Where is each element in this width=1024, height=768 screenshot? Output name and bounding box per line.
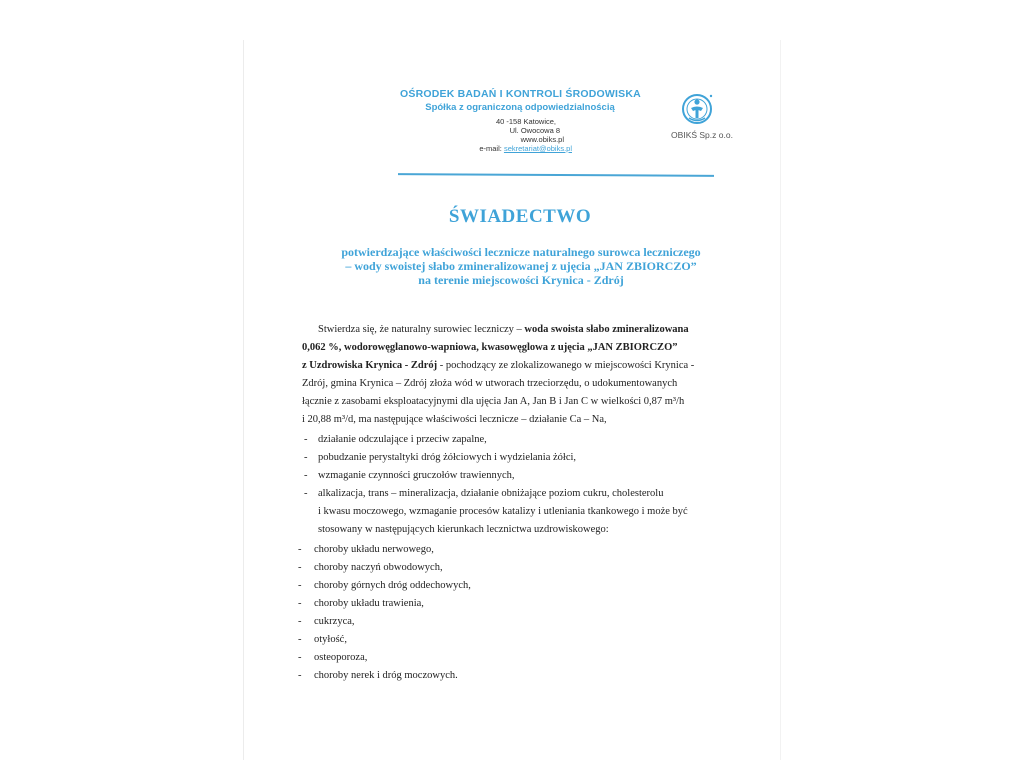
paragraph-line-6: i 20,88 m³/d, ma następujące właściwości lecznicze – działanie Ca – Na, bbox=[302, 414, 607, 425]
paragraph-line-2: 0,062 %, wodorowęglanowo-wapniowa, kwasowęglowa z ujęcia „JAN ZBIORCZO” bbox=[302, 342, 678, 353]
org-subtitle: Spółka z ograniczoną odpowiedzialnością bbox=[425, 102, 615, 113]
list-item: wzmaganie czynności gruczołów trawiennych, bbox=[318, 470, 515, 481]
list-item: pobudzanie perystaltyki dróg żółciowych i wydzielania żółci, bbox=[318, 452, 577, 463]
list-dash: - bbox=[298, 580, 302, 591]
paragraph-line-1 bbox=[318, 324, 689, 335]
email-line bbox=[372, 144, 572, 153]
paragraph-line-3 bbox=[302, 360, 694, 371]
list-dash: - bbox=[298, 616, 302, 627]
list-item: osteoporoza, bbox=[314, 652, 368, 663]
email-label: e-mail: bbox=[479, 144, 502, 153]
list-item-continuation: i kwasu moczowego, wzmaganie procesów katalizy i utleniania tkankowego i może być bbox=[318, 506, 688, 517]
list-item: choroby nerek i dróg moczowych. bbox=[314, 670, 458, 681]
paragraph-text: - pochodzący ze zlokalizowanego w miejscowości Krynica - bbox=[437, 360, 695, 371]
subtitle-line-3: na terenie miejscowości Krynica - Zdrój bbox=[418, 273, 624, 287]
list-item: choroby naczyń obwodowych, bbox=[314, 562, 443, 573]
subtitle-line-2: – wody swoistej słabo zmineralizowanej z ujęcia „JAN ZBIORCZO” bbox=[345, 259, 697, 273]
list-dash: - bbox=[304, 452, 308, 463]
list-dash: - bbox=[298, 652, 302, 663]
logo-caption: OBIKŚ Sp.z o.o. bbox=[671, 130, 733, 140]
scan-edge bbox=[243, 40, 244, 760]
paragraph-text: Stwierdza się, że naturalny surowiec leczniczy – bbox=[318, 324, 525, 335]
list-dash: - bbox=[298, 670, 302, 681]
document-title: ŚWIADECTWO bbox=[448, 206, 592, 227]
paragraph-line-4: Zdrój, gmina Krynica – Zdrój złoża wód w utworach trzeciorzędu, o udokumentowanych bbox=[302, 378, 678, 389]
list-item: działanie odczulające i przeciw zapalne, bbox=[318, 434, 487, 445]
address-line-2: Ul. Owocowa 8 bbox=[509, 126, 560, 135]
org-name: OŚRODEK BADAŃ I KONTROLI ŚRODOWISKA bbox=[400, 88, 641, 100]
list-dash: - bbox=[298, 634, 302, 645]
paragraph-line-5: łącznie z zasobami eksploatacyjnymi dla ujęcia Jan A, Jan B i Jan C w wielkości 0,87 m³/h bbox=[302, 396, 685, 407]
obiks-logo-icon bbox=[680, 92, 714, 128]
list-item: choroby układu trawienia, bbox=[314, 598, 424, 609]
list-dash: - bbox=[298, 598, 302, 609]
address-line-1: 40 -158 Katowice, bbox=[495, 117, 556, 126]
email-link[interactable]: sekretariat@obiks.pl bbox=[503, 144, 572, 153]
list-item: alkalizacja, trans – mineralizacja, działanie obniżające poziom cukru, cholesterolu bbox=[318, 488, 664, 499]
list-item: choroby układu nerwowego, bbox=[314, 544, 434, 555]
list-dash: - bbox=[304, 470, 308, 481]
list-item: choroby górnych dróg oddechowych, bbox=[314, 580, 471, 591]
list-dash: - bbox=[304, 434, 308, 445]
subtitle-line-1: potwierdzające właściwości lecznicze naturalnego surowca leczniczego bbox=[341, 245, 701, 259]
list-dash: - bbox=[298, 562, 302, 573]
list-item: cukrzyca, bbox=[314, 616, 355, 627]
list-dash: - bbox=[304, 488, 308, 499]
website: www.obiks.pl bbox=[520, 135, 564, 144]
list-item: otyłość, bbox=[314, 634, 347, 645]
paragraph-bold-text: z Uzdrowiska Krynica - Zdrój bbox=[302, 360, 438, 371]
list-dash: - bbox=[298, 544, 302, 555]
header-divider bbox=[398, 173, 714, 177]
list-item-continuation: stosowany w następujących kierunkach lecznictwa uzdrowiskowego: bbox=[318, 524, 609, 535]
scan-edge bbox=[780, 40, 781, 760]
paragraph-bold-text: woda swoista słabo zmineralizowana bbox=[524, 324, 689, 335]
